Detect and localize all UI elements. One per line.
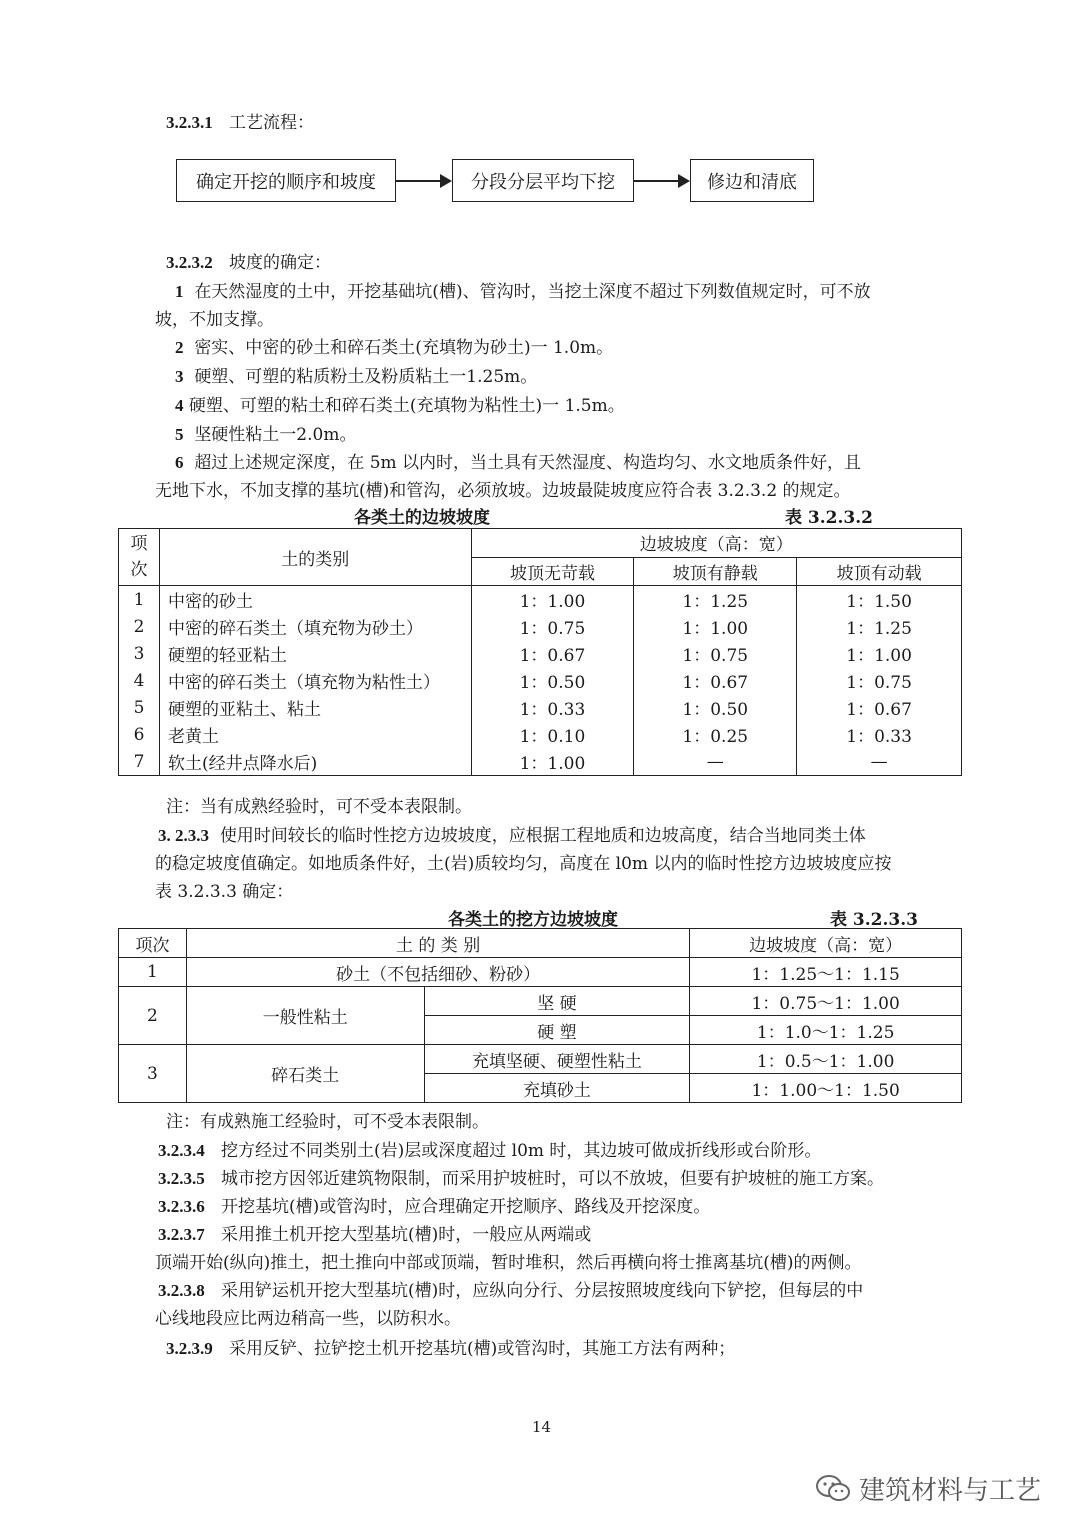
- cell: 1：1.00: [471, 748, 634, 776]
- cell: 1：0.75: [634, 640, 797, 667]
- table-row: [119, 640, 962, 667]
- section-number: 3.2.3.9: [166, 1339, 213, 1358]
- cell: 碎石类土: [186, 1045, 424, 1103]
- item-number: 4: [175, 396, 184, 415]
- item-1: [175, 277, 871, 302]
- cell: 1：0.75: [471, 613, 634, 640]
- table-row: [119, 667, 962, 694]
- flow-step-1: 确定开挖的顺序和坡度: [176, 159, 396, 202]
- item-text: 在天然湿度的土中，开挖基础坑(槽)、管沟时，当挖土深度不超过下列数值规定时，可不放: [194, 282, 871, 302]
- item-number: 2: [175, 338, 184, 357]
- item-2: [175, 333, 613, 358]
- paragraph-text: 挖方经过不同类别土(岩)层或深度超过 l0m 时，其边坡可做成折线形或台阶形。: [220, 1141, 822, 1161]
- section-3233-line-2: 的稳定坡度值确定。如地质条件好，土(岩)质较均匀，高度在 l0m 以内的临时性挖方边坡坡度应按: [155, 854, 892, 874]
- cell: 1：1.25: [797, 613, 962, 640]
- flow-step-2: 分段分层平均下挖: [452, 159, 634, 202]
- item-5: [175, 420, 356, 445]
- table1-label: 表 3.2.3.2: [785, 508, 873, 528]
- item-6: [175, 448, 861, 473]
- cell: 坚 硬: [424, 987, 690, 1016]
- cell: 1：0.75～1：1.00: [690, 987, 962, 1016]
- paragraph-text: 使用时间较长的临时性挖方边坡坡度，应根据工程地质和边坡高度，结合当地同类土体: [219, 826, 866, 846]
- table-row: [119, 586, 962, 614]
- header-static-load: 坡顶有静载: [634, 557, 797, 586]
- item-6-continued: 无地下水，不加支撑的基坑(槽)和管沟，必须放坡。边坡最陡坡度应符合表 3.2.3.2 的规定。: [155, 481, 851, 501]
- flow-arrow-2: [634, 180, 680, 182]
- cell: 1：1.00: [471, 586, 634, 614]
- section-3234: [158, 1136, 821, 1161]
- item-number: 1: [175, 282, 184, 301]
- header-soil: 土 的 类 别: [186, 929, 689, 958]
- cell: 硬塑的亚粘土、粘土: [159, 694, 471, 721]
- table-row: [119, 1045, 962, 1074]
- cell: 1：0.67: [797, 694, 962, 721]
- watermark: [815, 1470, 1041, 1507]
- slope-table-2: [118, 928, 962, 1103]
- section-3239: [166, 1334, 735, 1359]
- item-text: 硬塑、可塑的粘质粉土及粉质粘土一1.25m。: [194, 367, 538, 387]
- cell: 5: [119, 694, 160, 721]
- item-text: 硬塑、可塑的粘土和碎石类土(充填物为粘性土)一 1.5m。: [188, 396, 625, 416]
- section-number: 3.2.3.7: [158, 1225, 205, 1244]
- header-slope: 边坡坡度（高：宽）: [471, 529, 961, 558]
- item-1-continued: 坡，不加支撑。: [155, 310, 274, 330]
- section-3233-line-3: 表 3.2.3.3 确定：: [155, 882, 294, 902]
- cell: 1: [119, 958, 187, 987]
- cell: 1：1.25～1：1.15: [690, 958, 962, 987]
- paragraph-text: 采用反铲、拉铲挖土机开挖基坑(槽)或管沟时，其施工方法有两种；: [228, 1339, 736, 1359]
- cell: 6: [119, 721, 160, 748]
- section-3238-continued: 心线地段应比两边稍高一些，以防积水。: [155, 1309, 461, 1329]
- table1-note: 注：当有成熟经验时，可不受本表限制。: [166, 797, 472, 817]
- header-soil: 土的类别: [159, 529, 471, 586]
- item-text: 密实、中密的砂土和碎石类土(充填物为砂土)一 1.0m。: [194, 338, 614, 358]
- cell: 4: [119, 667, 160, 694]
- section-3233-line-1: [158, 821, 866, 846]
- section-number: 3.2.3.6: [158, 1197, 205, 1216]
- item-text: 坚硬性粘土一2.0m。: [194, 425, 357, 445]
- cell: 1：0.33: [471, 694, 634, 721]
- cell: 充填坚硬、硬塑性粘土: [424, 1045, 690, 1074]
- cell: 1：0.75: [797, 667, 962, 694]
- cell: 充填砂土: [424, 1074, 690, 1103]
- cell: 1：0.50: [634, 694, 797, 721]
- cell: 1：0.25: [634, 721, 797, 748]
- cell: 硬塑的轻亚粘土: [159, 640, 471, 667]
- section-title: 工艺流程：: [228, 113, 314, 133]
- cell: 1：1.00: [634, 613, 797, 640]
- paragraph-text: 采用铲运机开挖大型基坑(槽)时，应纵向分行、分层按照坡度线向下铲挖，但每层的中: [220, 1281, 864, 1301]
- arrow-right-icon: [440, 174, 452, 188]
- table1-title: 各类土的边坡坡度: [354, 508, 490, 528]
- cell: 1：1.00: [797, 640, 962, 667]
- item-number: 6: [175, 453, 184, 472]
- section-3237-continued: 顶端开始(纵向)推土，把土推向中部或顶端，暂时堆积，然后再横向将士推离基坑(槽)的两侧。: [155, 1253, 862, 1273]
- slope-table-1: [118, 528, 962, 776]
- flow-arrow-1: [396, 180, 442, 182]
- arrow-right-icon: [678, 174, 690, 188]
- cell: 7: [119, 748, 160, 776]
- table2-label: 表 3.2.3.3: [830, 910, 918, 930]
- cell: 1：0.67: [634, 667, 797, 694]
- table-row: [119, 748, 962, 776]
- cell: 1：1.00～1：1.50: [690, 1074, 962, 1103]
- table-row: [119, 613, 962, 640]
- paragraph-text: 城市挖方因邻近建筑物限制，而采用护坡桩时，可以不放坡，但要有护坡桩的施工方案。: [220, 1169, 884, 1189]
- item-number: 5: [175, 425, 184, 444]
- section-3237: [158, 1220, 591, 1245]
- header-slope: 边坡坡度（高：宽）: [690, 929, 962, 958]
- cell: 一般性粘土: [186, 987, 424, 1045]
- cell: 1：1.25: [634, 586, 797, 614]
- cell: 1：0.5～1：1.00: [690, 1045, 962, 1074]
- table-row: [119, 694, 962, 721]
- cell: 软土(经井点降水后): [159, 748, 471, 776]
- table-row: [119, 987, 962, 1016]
- section-number: 3.2.3.2: [166, 253, 213, 272]
- cell: 1：0.33: [797, 721, 962, 748]
- section-3235: [158, 1164, 884, 1189]
- cell: 中密的碎石类土（填充物为砂土）: [159, 613, 471, 640]
- cell: 1: [119, 586, 160, 614]
- cell: 硬 塑: [424, 1016, 690, 1045]
- section-title: 坡度的确定：: [228, 253, 331, 273]
- table-row: [119, 958, 962, 987]
- cell: 1：0.10: [471, 721, 634, 748]
- item-number: 3: [175, 367, 184, 386]
- cell: 1：0.50: [471, 667, 634, 694]
- item-4: [175, 391, 625, 416]
- flow-step-3: 修边和清底: [690, 159, 814, 202]
- section-3231-heading: [166, 108, 314, 133]
- header-item-text: 项次: [130, 534, 148, 580]
- cell: 中密的碎石类土（填充物为粘性土）: [159, 667, 471, 694]
- paragraph-text: 开挖基坑(槽)或管沟时，应合理确定开挖顺序、路线及开挖深度。: [220, 1197, 711, 1217]
- cell: 1：0.67: [471, 640, 634, 667]
- section-number: 3. 2.3.3: [158, 826, 209, 845]
- cell: 3: [119, 640, 160, 667]
- cell: 老黄土: [159, 721, 471, 748]
- table-row: [119, 721, 962, 748]
- page-number: 14: [532, 1418, 552, 1436]
- cell: 中密的砂土: [159, 586, 471, 614]
- section-3232-heading: [166, 248, 331, 273]
- section-number: 3.2.3.5: [158, 1169, 205, 1188]
- table2-title: 各类土的挖方边坡坡度: [448, 910, 618, 930]
- section-number: 3.2.3.8: [158, 1281, 205, 1300]
- item-text: 超过上述规定深度，在 5m 以内时，当土具有天然湿度、构造均匀、水文地质条件好，且: [194, 453, 862, 473]
- table2-note: 注：有成熟施工经验时，可不受本表限制。: [166, 1112, 489, 1132]
- watermark-text: 建筑材料与工艺: [859, 1476, 1042, 1506]
- cell: 3: [119, 1045, 187, 1103]
- item-3: [175, 362, 537, 387]
- cell: 1：1.0～1：1.25: [690, 1016, 962, 1045]
- cell: 1：1.50: [797, 586, 962, 614]
- section-number: 3.2.3.4: [158, 1141, 205, 1160]
- section-number: 3.2.3.1: [166, 113, 213, 132]
- cell: 砂土（不包括细砂、粉砂）: [186, 958, 689, 987]
- header-item: 项次: [119, 929, 187, 958]
- cell: 2: [119, 613, 160, 640]
- wechat-icon: [815, 1474, 851, 1504]
- section-3238: [158, 1276, 863, 1301]
- cell: —: [634, 748, 797, 776]
- paragraph-text: 采用推土机开挖大型基坑(槽)时，一般应从两端或: [220, 1225, 592, 1245]
- header-dynamic-load: 坡顶有动载: [797, 557, 962, 586]
- cell: 2: [119, 987, 187, 1045]
- header-no-load: 坡顶无苛载: [471, 557, 634, 586]
- cell: —: [797, 748, 962, 776]
- header-item: [119, 529, 160, 586]
- section-3236: [158, 1192, 710, 1217]
